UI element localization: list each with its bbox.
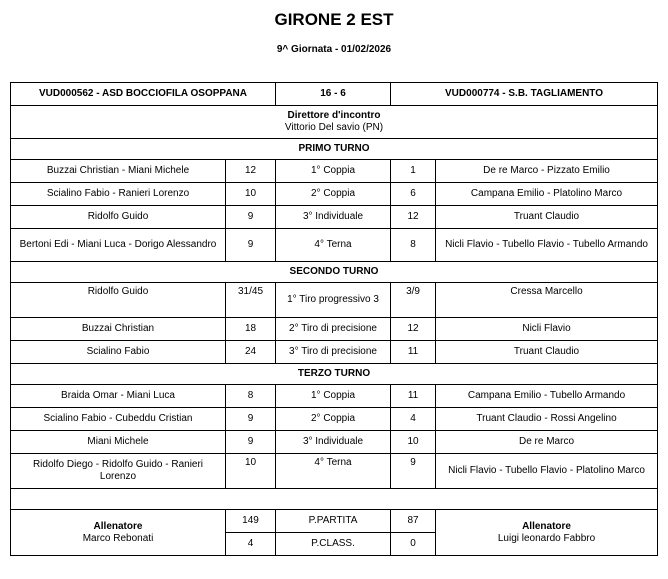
home-player: Buzzai Christian - Miani Michele xyxy=(11,160,226,183)
spacer-row xyxy=(11,489,658,510)
match-row xyxy=(11,229,658,262)
game-type: 4° Terna xyxy=(276,454,391,489)
game-type: 1° Coppia xyxy=(276,160,391,183)
away-coach-cell xyxy=(436,510,658,556)
home-class: 4 xyxy=(226,533,276,556)
director-label: Direttore d'incontro xyxy=(287,110,381,121)
match-row xyxy=(11,454,658,489)
home-coach-cell xyxy=(11,510,226,556)
round-header xyxy=(11,364,658,385)
away-coach-label: Allenatore xyxy=(522,520,571,532)
away-player: De re Marco - Pizzato Emilio xyxy=(436,160,658,183)
partita-label: P.PARTITA xyxy=(276,510,391,533)
results-table xyxy=(10,82,658,556)
director-name: Vittorio Del savio (PN) xyxy=(284,122,384,133)
home-player: Buzzai Christian xyxy=(11,318,226,341)
match-row xyxy=(11,183,658,206)
away-score: 12 xyxy=(391,318,436,341)
home-coach-label: Allenatore xyxy=(93,520,143,532)
away-player: Campana Emilio - Tubello Armando xyxy=(436,385,658,408)
home-player: Miani Michele xyxy=(11,431,226,454)
home-player: Ridolfo Guido xyxy=(11,206,226,229)
round-header xyxy=(11,262,658,283)
away-player: Truant Claudio xyxy=(436,341,658,364)
home-score: 8 xyxy=(226,385,276,408)
director-row xyxy=(11,106,658,139)
home-player: Ridolfo Guido xyxy=(11,283,226,318)
game-type: 2° Coppia xyxy=(276,183,391,206)
home-team: VUD000562 - ASD BOCCIOFILA OSOPPANA xyxy=(11,83,276,106)
home-score: 9 xyxy=(226,431,276,454)
game-type: 3° Tiro di precisione xyxy=(276,341,391,364)
away-score: 6 xyxy=(391,183,436,206)
page-subtitle: 9^ Giornata - 01/02/2026 xyxy=(276,44,392,55)
away-score: 1 xyxy=(391,160,436,183)
home-score: 24 xyxy=(226,341,276,364)
game-type: 1° Coppia xyxy=(276,385,391,408)
away-partita: 87 xyxy=(391,510,436,533)
match-row xyxy=(11,318,658,341)
away-player: De re Marco xyxy=(436,431,658,454)
away-score: 9 xyxy=(391,454,436,489)
home-score: 9 xyxy=(226,408,276,431)
round-title: PRIMO TURNO xyxy=(11,139,658,160)
round-title: SECONDO TURNO xyxy=(11,262,658,283)
home-player: Scialino Fabio - Cubeddu Cristian xyxy=(11,408,226,431)
home-partita: 149 xyxy=(226,510,276,533)
footer-row xyxy=(11,510,658,533)
away-player: Campana Emilio - Platolino Marco xyxy=(436,183,658,206)
home-player: Bertoni Edi - Miani Luca - Dorigo Alessandro xyxy=(11,229,226,262)
round-title: TERZO TURNO xyxy=(11,364,658,385)
page-title: GIRONE 2 EST xyxy=(274,10,394,29)
away-class: 0 xyxy=(391,533,436,556)
game-type: 3° Individuale xyxy=(276,431,391,454)
away-player: Nicli Flavio xyxy=(436,318,658,341)
home-score: 10 xyxy=(226,454,276,489)
game-type: 4° Terna xyxy=(276,229,391,262)
home-score: 18 xyxy=(226,318,276,341)
class-label: P.CLASS. xyxy=(276,533,391,556)
away-score: 10 xyxy=(391,431,436,454)
away-score: 3/9 xyxy=(391,283,436,318)
away-score: 4 xyxy=(391,408,436,431)
away-team: VUD000774 - S.B. TAGLIAMENTO xyxy=(391,83,658,106)
home-score: 9 xyxy=(226,206,276,229)
round-header xyxy=(11,139,658,160)
match-row xyxy=(11,431,658,454)
match-row xyxy=(11,341,658,364)
away-player: Truant Claudio - Rossi Angelino xyxy=(436,408,658,431)
home-score: 9 xyxy=(226,229,276,262)
away-player: Truant Claudio xyxy=(436,206,658,229)
home-player: Scialino Fabio - Ranieri Lorenzo xyxy=(11,183,226,206)
game-type: 2° Coppia xyxy=(276,408,391,431)
home-player: Ridolfo Diego - Ridolfo Guido - Ranieri Lorenzo xyxy=(11,454,226,489)
home-score: 10 xyxy=(226,183,276,206)
away-player: Nicli Flavio - Tubello Flavio - Platolino Marco xyxy=(436,454,658,489)
away-score: 11 xyxy=(391,385,436,408)
header-row xyxy=(11,83,658,106)
home-player: Braida Omar - Miani Luca xyxy=(11,385,226,408)
match-row xyxy=(11,408,658,431)
game-type: 2° Tiro di precisione xyxy=(276,318,391,341)
match-row xyxy=(11,283,658,318)
home-coach-name: Marco Rebonati xyxy=(82,532,154,544)
home-player: Scialino Fabio xyxy=(11,341,226,364)
home-score: 12 xyxy=(226,160,276,183)
match-score: 16 - 6 xyxy=(276,83,391,106)
away-player: Nicli Flavio - Tubello Flavio - Tubello Armando xyxy=(436,229,658,262)
away-coach-name: Luigi leonardo Fabbro xyxy=(497,532,596,544)
away-score: 8 xyxy=(391,229,436,262)
away-player: Cressa Marcello xyxy=(436,283,658,318)
home-score: 31/45 xyxy=(226,283,276,318)
match-row xyxy=(11,160,658,183)
match-row xyxy=(11,206,658,229)
game-type: 3° Individuale xyxy=(276,206,391,229)
match-row xyxy=(11,385,658,408)
game-type: 1° Tiro progressivo 3 xyxy=(276,283,391,318)
away-score: 11 xyxy=(391,341,436,364)
away-score: 12 xyxy=(391,206,436,229)
